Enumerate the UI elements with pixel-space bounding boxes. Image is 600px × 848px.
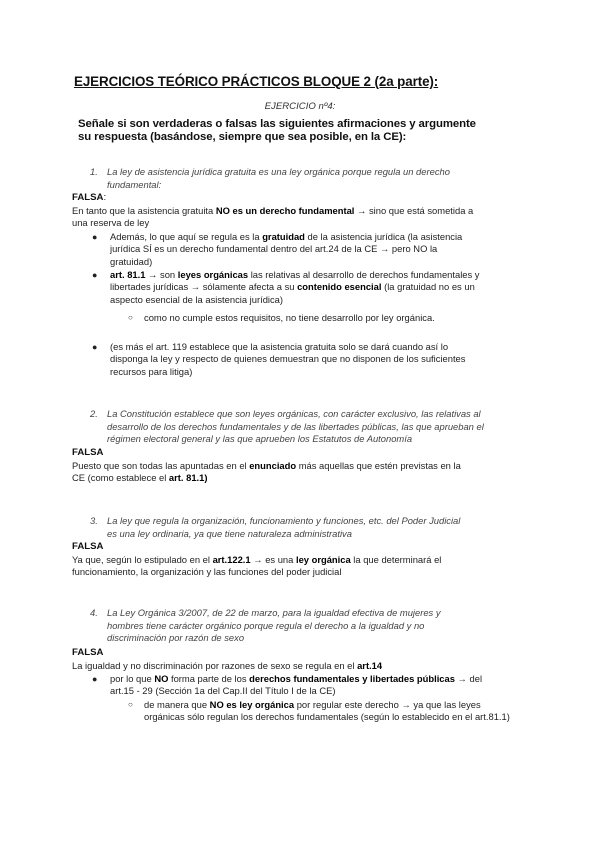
bullet-icon: ●: [92, 674, 98, 684]
answer-3-paragraph: Ya que, según lo estipulado en el art.122.1 → es una ley orgánica la que determinará el funcionamiento, la organización y las funciones del poder judicial: [72, 554, 442, 578]
exercise-label: EJERCICIO nº4:: [264, 101, 336, 112]
sub-bullet-icon: ○: [128, 700, 133, 709]
question-3-text: La ley que regula la organización, funcionamiento y funciones, etc. del Poder Judicial es una ley ordinaria, ya que tiene naturaleza administrativa: [107, 515, 461, 539]
answer-4-paragraph: La igualdad y no discriminación por razones de sexo se regula en el art.14: [72, 660, 383, 671]
sub-bullet-icon: ○: [128, 313, 133, 322]
answer-1-bullet-1: Además, lo que aquí se regula es la gratuidad de la asistencia jurídica (la asistencia jurídica SÍ es un derecho fundamental dentro del art.24 de la CE → pero NO la gratuidad): [110, 231, 463, 267]
question-4-text: La Ley Orgánica 3/2007, de 22 de marzo, para la igualdad efectiva de mujeres y hombres tiene carácter orgánico porque regula el derecho a la igualdad y no discriminación por razón de sexo: [107, 607, 441, 644]
answer-3-label: FALSA: [72, 541, 104, 552]
answer-1-bullet-2: art. 81.1 → son leyes orgánicas las relativas al desarrollo de derechos fundamentales y libertades jurídicas → sólamente afecta a su contenido esencial (la gratuidad no es un aspecto esencial de la asistencia jurídica): [110, 269, 480, 305]
answer-1-bullet-3: (es más el art. 119 establece que la asistencia gratuita solo se dará cuando así lo disponga la ley y respecto de quienes demuestran que no disponen de los suficientes recursos para litiga): [110, 341, 466, 377]
answer-1-label: FALSA:: [72, 192, 107, 203]
bullet-icon: ●: [92, 232, 98, 242]
answer-4-label: FALSA: [72, 647, 104, 658]
bullet-icon: ●: [92, 270, 98, 280]
instructions: Señale si son verdaderas o falsas las siguientes afirmaciones y argumente su respuesta (basándose, siempre que sea posible, en la CE):: [78, 118, 476, 143]
answer-1-paragraph: En tanto que la asistencia gratuita NO es un derecho fundamental → sino que está sometida a una reserva de ley: [72, 205, 474, 229]
question-1-text: La ley de asistencia jurídica gratuita es una ley orgánica porque regula un derecho fundamental:: [107, 166, 450, 190]
answer-1-sub-bullet: como no cumple estos requisitos, no tiene desarrollo por ley orgánica.: [144, 312, 435, 323]
bullet-icon: ●: [92, 342, 98, 352]
answer-4-sub-bullet: de manera que NO es ley orgánica por regular este derecho → ya que las leyes orgánicas sólo regulan los derechos fundamentales (según lo establecido en el art.81.1): [144, 699, 510, 723]
question-4-number: 4.: [90, 607, 98, 618]
answer-4-bullet-1: por lo que NO forma parte de los derechos fundamentales y libertades públicas → del art.15 - 29 (Sección 1a del Cap.II del Título I de la CE): [110, 673, 483, 697]
document-title: EJERCICIOS TEÓRICO PRÁCTICOS BLOQUE 2 (2a parte):: [74, 74, 439, 89]
question-2-text: La Constitución establece que son leyes orgánicas, con carácter exclusivo, las relativas al desarrollo de los derechos fundamentales y de las libertades públicas, las que aprueban el régimen electoral general y las que aprueben los Estatutos de Autonomía: [107, 408, 484, 445]
answer-2-label: FALSA: [72, 447, 104, 458]
question-3-number: 3.: [90, 515, 98, 526]
question-1-number: 1.: [90, 166, 98, 177]
answer-2-paragraph: Puesto que son todas las apuntadas en el enunciado más aquellas que estén previstas en la CE (como establece el art. 81.1): [72, 460, 461, 484]
question-2-number: 2.: [90, 408, 98, 419]
